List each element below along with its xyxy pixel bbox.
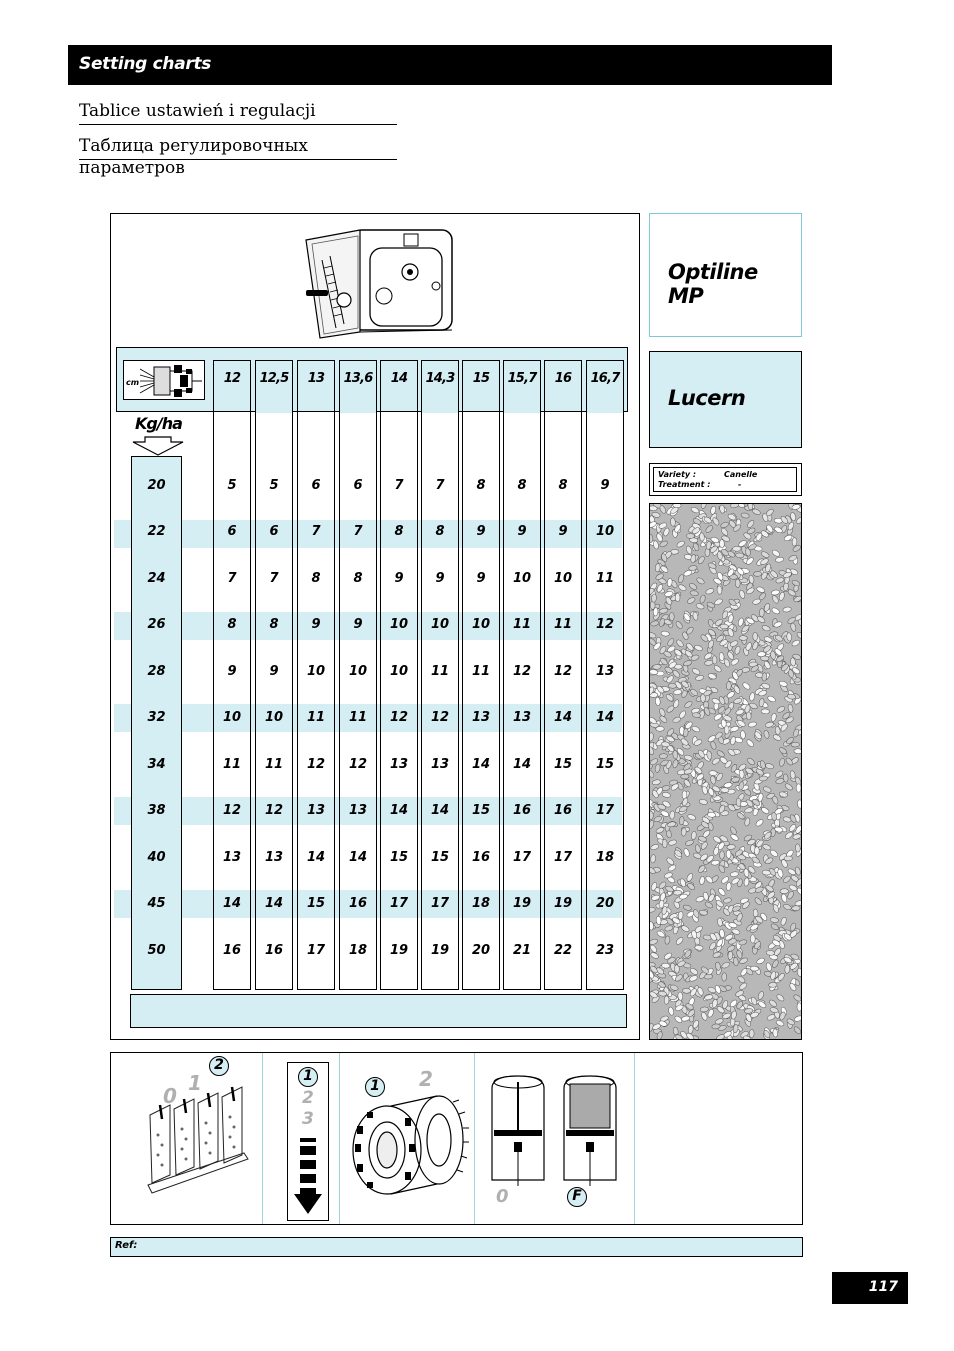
setting-value: 13 (595, 664, 615, 679)
page-number-box (832, 1272, 908, 1304)
setting-value: 14 (512, 757, 532, 772)
setting-value: 9 (394, 571, 404, 586)
chart-footer-band (130, 994, 627, 1028)
setting-value: 13 (512, 710, 532, 725)
setting-value: 10 (222, 710, 242, 725)
setting-value: 16 (222, 943, 242, 958)
setting-value: 17 (389, 896, 409, 911)
setting-value: 16 (471, 850, 491, 865)
rate-value: 38 (147, 803, 166, 818)
setting-value: 7 (394, 478, 404, 493)
setting-value: 10 (264, 710, 284, 725)
spacing-header: 13,6 (340, 361, 376, 413)
setting-value: 7 (435, 478, 445, 493)
setting-value: 8 (517, 478, 527, 493)
setting-value: 12 (222, 803, 242, 818)
page-number: 117 (868, 1279, 898, 1295)
setting-value: 8 (269, 617, 279, 632)
tractor-row-spacing-icon (124, 361, 204, 399)
setting-value: 10 (471, 617, 491, 632)
setting-value: 8 (558, 478, 568, 493)
seed-drill-metering-illustration (300, 220, 460, 342)
setting-value: 11 (553, 617, 573, 632)
setting-value: 20 (471, 943, 491, 958)
setting-value: 11 (512, 617, 532, 632)
setting-value: 17 (430, 896, 450, 911)
flap-open-label: 0 (496, 1186, 509, 1207)
setting-value: 10 (553, 571, 573, 586)
header-bar (68, 45, 832, 85)
spacing-header: 15,7 (504, 361, 540, 413)
setting-value: 15 (471, 803, 491, 818)
reference-bar (110, 1237, 803, 1257)
variety-box (649, 463, 802, 496)
setting-value: 9 (269, 664, 279, 679)
setting-value: 10 (512, 571, 532, 586)
setting-value: 14 (471, 757, 491, 772)
spacing-header: 16,7 (587, 361, 623, 413)
setting-value: 8 (227, 617, 237, 632)
setting-value: 15 (595, 757, 615, 772)
variety-label: Variety : (658, 470, 697, 479)
rate-value: 32 (147, 710, 166, 725)
setting-value: 8 (353, 571, 363, 586)
setting-value: 10 (595, 524, 615, 539)
setting-value: 9 (227, 664, 237, 679)
setting-value: 6 (227, 524, 237, 539)
setting-value: 9 (476, 524, 486, 539)
cm-label: cm (126, 378, 140, 387)
rate-value: 45 (147, 896, 166, 911)
setting-value: 14 (430, 803, 450, 818)
setting-value: 6 (353, 478, 363, 493)
divider (262, 1053, 263, 1224)
spacing-header: 15 (472, 371, 490, 386)
setting-value: 13 (348, 803, 368, 818)
setting-value: 9 (311, 617, 321, 632)
crop-box (649, 351, 802, 448)
setting-value: 12 (430, 710, 450, 725)
shutter-arrow-down-icon (292, 1136, 324, 1218)
setting-value: 18 (595, 850, 615, 865)
setting-value: 6 (311, 478, 321, 493)
setting-value: 11 (430, 664, 450, 679)
spacing-header: 12 (223, 371, 241, 386)
setting-value: 13 (389, 757, 409, 772)
setting-value: 16 (348, 896, 368, 911)
setting-value: 11 (306, 710, 326, 725)
setting-value: 13 (222, 850, 242, 865)
arrow-down-icon (131, 436, 185, 456)
divider (474, 1053, 475, 1224)
setting-value: 5 (269, 478, 279, 493)
setting-value: 9 (600, 478, 610, 493)
subtitle-polish: Tablice ustawień i regulacji (79, 100, 397, 125)
setting-value: 14 (553, 710, 573, 725)
setting-value: 10 (348, 664, 368, 679)
setting-value: 13 (306, 803, 326, 818)
setting-value: 12 (306, 757, 326, 772)
divider (339, 1053, 340, 1224)
treatment-label: Treatment : (658, 480, 711, 489)
setting-value: 11 (222, 757, 242, 772)
machine-name-box (649, 213, 802, 337)
seed-photo (649, 503, 802, 1040)
setting-value: 12 (595, 617, 615, 632)
gearbox-selected-badge: 2 (209, 1056, 229, 1076)
rate-value: 28 (147, 664, 166, 679)
rate-value: 24 (147, 571, 166, 586)
setting-value: 11 (595, 571, 615, 586)
spacing-header: 16 (554, 371, 572, 386)
setting-value: 12 (512, 664, 532, 679)
spacing-header: 14,3 (422, 361, 458, 413)
rate-value: 22 (147, 524, 166, 539)
setting-value: 7 (311, 524, 321, 539)
setting-value: 8 (476, 478, 486, 493)
setting-value: 15 (306, 896, 326, 911)
spacing-header: 12,5 (256, 361, 292, 413)
flap-selected-badge: F (567, 1187, 587, 1207)
setting-value: 8 (394, 524, 404, 539)
setting-value: 19 (512, 896, 532, 911)
row-spacing-icon-box (123, 360, 205, 400)
setting-value: 15 (430, 850, 450, 865)
spacing-header: 13 (307, 371, 325, 386)
wheel-position-2: 2 (419, 1067, 433, 1091)
rate-value: 20 (147, 478, 166, 493)
setting-value: 18 (471, 896, 491, 911)
setting-value: 13 (264, 850, 284, 865)
setting-value: 14 (222, 896, 242, 911)
setting-value: 7 (227, 571, 237, 586)
setting-value: 16 (512, 803, 532, 818)
setting-value: 5 (227, 478, 237, 493)
setting-value: 17 (595, 803, 615, 818)
wheel-selected-badge: 1 (365, 1077, 385, 1097)
setting-value: 12 (553, 664, 573, 679)
setting-value: 20 (595, 896, 615, 911)
setting-value: 9 (476, 571, 486, 586)
shutter-position-3: 3 (302, 1109, 314, 1129)
setting-value: 13 (430, 757, 450, 772)
divider (634, 1053, 635, 1224)
header-title: Setting charts (79, 54, 212, 74)
reference-label: Ref: (115, 1240, 138, 1251)
setting-value: 10 (306, 664, 326, 679)
setting-value: 9 (517, 524, 527, 539)
gearbox-position-0: 0 (163, 1084, 177, 1108)
setting-value: 19 (430, 943, 450, 958)
setting-value: 17 (553, 850, 573, 865)
setting-value: 7 (269, 571, 279, 586)
setting-value: 12 (264, 803, 284, 818)
setting-value: 11 (348, 710, 368, 725)
treatment-value: - (738, 480, 742, 489)
setting-value: 14 (264, 896, 284, 911)
setting-value: 16 (264, 943, 284, 958)
setting-value: 17 (306, 943, 326, 958)
setting-value: 12 (389, 710, 409, 725)
setting-value: 12 (348, 757, 368, 772)
setting-value: 21 (512, 943, 532, 958)
setting-value: 14 (306, 850, 326, 865)
subtitle-russian: Таблица регулировочных параметров (79, 135, 397, 160)
crop-name: Lucern (668, 386, 746, 410)
rate-value: 34 (147, 757, 166, 772)
setting-value: 11 (471, 664, 491, 679)
variety-value: Canelle (724, 470, 758, 479)
setting-value: 14 (595, 710, 615, 725)
setting-value: 8 (311, 571, 321, 586)
setting-value: 17 (512, 850, 532, 865)
setting-value: 14 (348, 850, 368, 865)
setting-value: 10 (430, 617, 450, 632)
setting-value: 9 (353, 617, 363, 632)
setting-value: 15 (553, 757, 573, 772)
setting-value: 9 (435, 571, 445, 586)
setting-value: 8 (435, 524, 445, 539)
setting-value: 11 (264, 757, 284, 772)
setting-value: 10 (389, 664, 409, 679)
lucern-seeds-image (650, 504, 801, 1039)
shutter-position-2: 2 (302, 1088, 314, 1108)
rate-value: 50 (147, 943, 166, 958)
setting-value: 23 (595, 943, 615, 958)
setting-value: 15 (389, 850, 409, 865)
rate-value: 26 (147, 617, 166, 632)
setting-value: 7 (353, 524, 363, 539)
shutter-selected-badge: 1 (298, 1067, 318, 1087)
metering-wheel-illustration (345, 1078, 470, 1198)
setting-value: 19 (389, 943, 409, 958)
setting-value: 22 (553, 943, 573, 958)
setting-value: 18 (348, 943, 368, 958)
setting-value: 19 (553, 896, 573, 911)
spacing-header: 14 (390, 371, 408, 386)
setting-value: 9 (558, 524, 568, 539)
flap-illustration (488, 1068, 628, 1188)
gearbox-position-1: 1 (188, 1071, 202, 1095)
setting-value: 16 (553, 803, 573, 818)
setting-value: 6 (269, 524, 279, 539)
unit-label: Kg/ha (135, 414, 182, 433)
variety-inner (653, 467, 797, 492)
setting-value: 10 (389, 617, 409, 632)
rate-value: 40 (147, 850, 166, 865)
setting-value: 14 (389, 803, 409, 818)
setting-value: 13 (471, 710, 491, 725)
machine-name: Optiline MP (668, 260, 758, 308)
